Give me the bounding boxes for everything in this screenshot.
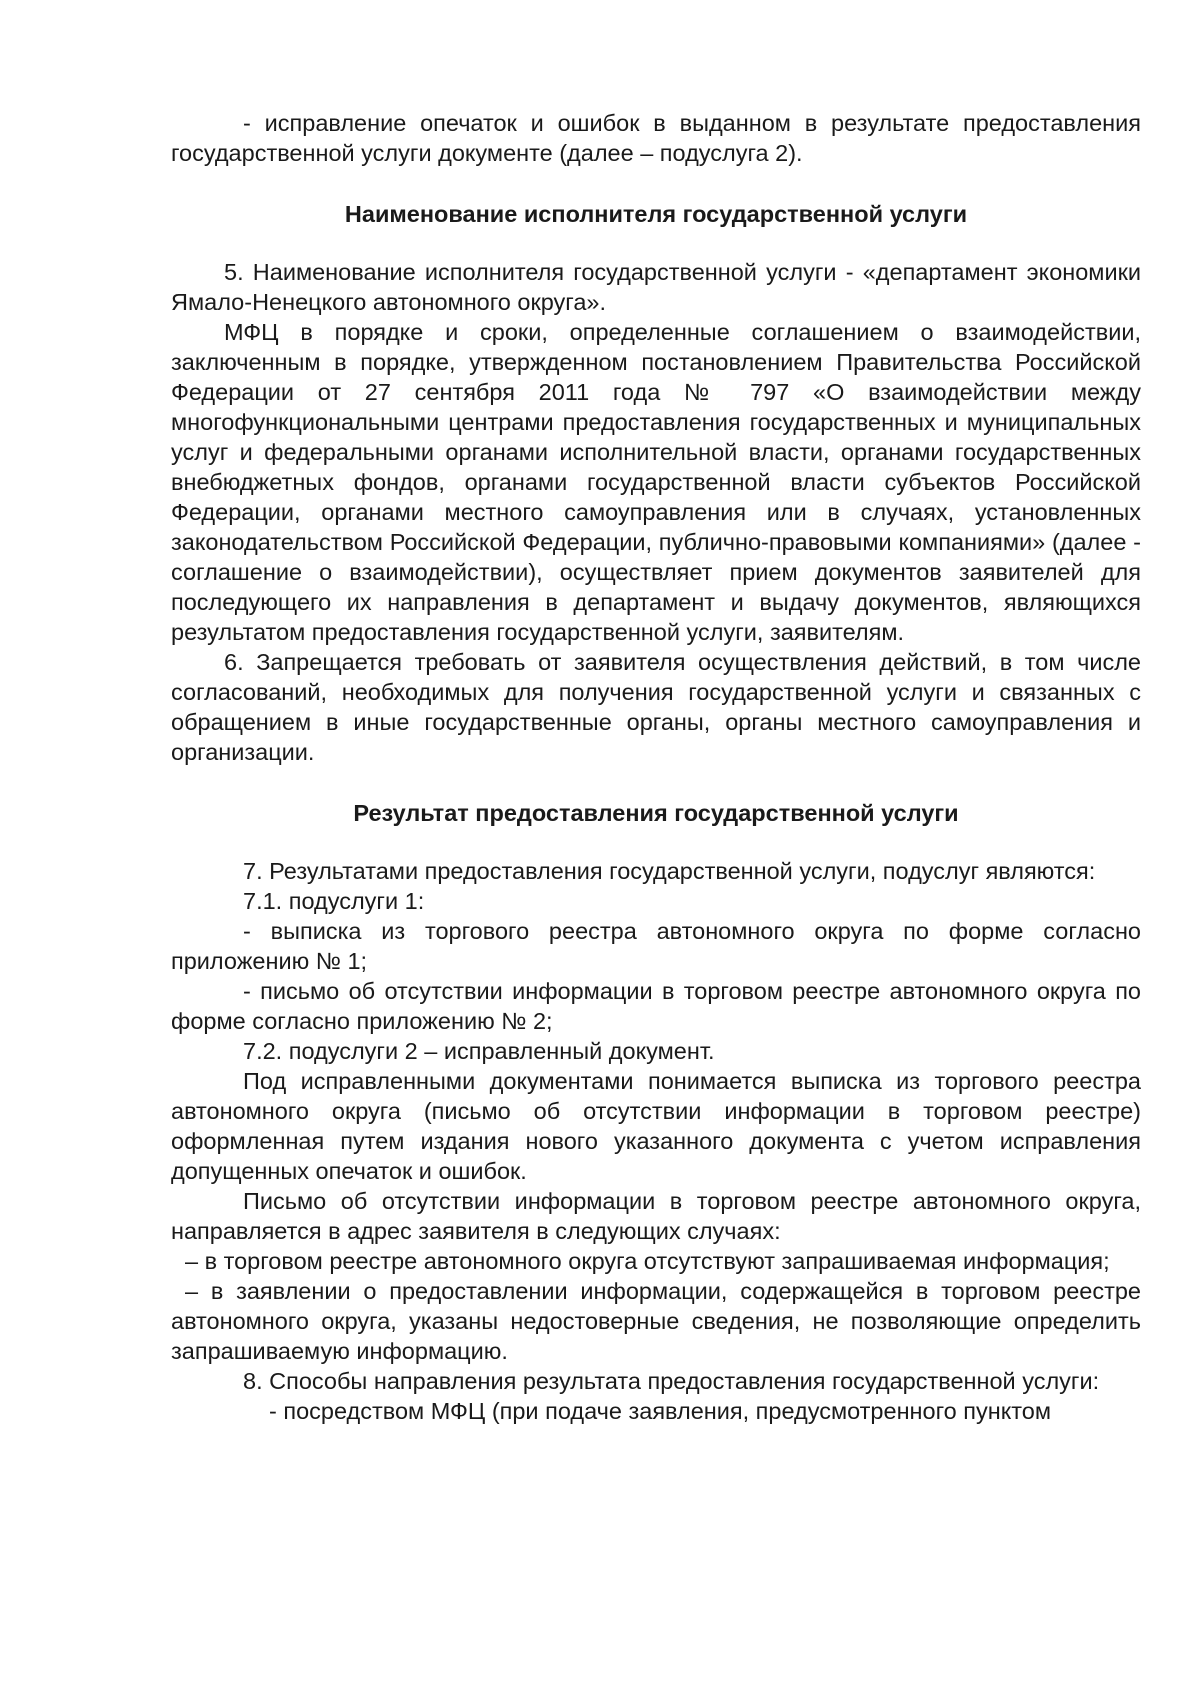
paragraph-5: 5. Наименование исполнителя государственной услуги - «департамент экономики Ямало-Ненецкого автономного округа».	[171, 259, 1141, 315]
list-item-case-2: – в заявлении о предоставлении информации, содержащейся в торговом реестре автономного округа, указаны недостоверные сведения, не позволяющие определить запрашиваемую информацию.	[171, 1278, 1141, 1364]
paragraph-mfc: МФЦ в порядке и сроки, определенные соглашением о взаимодействии, заключенным в порядке, утвержденном постановлением Правительства Российской Федерации от 27 сентября 2011 года № 797 «О взаимодействии между многофункциональными центрами предоставления государственных и муниципальных услуг и федеральными органами исполнительной власти, органами государственных внебюджетных фондов, органами государственной власти субъектов Российской Федерации, органами местного самоуправления или в случаях, установленных законодательством Российской Федерации, публично-правовыми компаниями» (далее - соглашение о взаимодействии), осуществляет прием документов заявителей для последующего их направления в департамент и выдачу документов, являющихся результатом предоставления государственной услуги, заявителям.	[171, 319, 1141, 645]
heading-result: Результат предоставления государственной услуги	[353, 800, 959, 826]
paragraph-7-2: 7.2. подуслуги 2 – исправленный документ.	[243, 1038, 715, 1064]
paragraph-7: 7. Результатами предоставления государственной услуги, подуслуг являются:	[243, 858, 1096, 884]
paragraph-7-1: 7.1. подуслуги 1:	[243, 888, 425, 914]
paragraph-8: 8. Способы направления результата предоставления государственной услуги:	[243, 1368, 1100, 1394]
document-page	[171, 108, 1141, 1426]
list-item-mfc-delivery: - посредством МФЦ (при подаче заявления, предусмотренного пунктом	[269, 1398, 1051, 1424]
list-item-extract: - выписка из торгового реестра автономного округа по форме согласно приложению № 1;	[171, 918, 1141, 974]
paragraph-subservice-2: - исправление опечаток и ошибок в выданном в результате предоставления государственной услуги документе (далее – подуслуга 2).	[171, 110, 1141, 166]
paragraph-6: 6. Запрещается требовать от заявителя осуществления действий, в том числе согласований, необходимых для получения государственной услуги и связанных с обращением в иные государственные органы, органы местного самоуправления и организации.	[171, 649, 1141, 765]
paragraph-letter-cases: Письмо об отсутствии информации в торговом реестре автономного округа, направляется в адрес заявителя в следующих случаях:	[171, 1188, 1141, 1244]
heading-executor: Наименование исполнителя государственной услуги	[344, 201, 968, 227]
paragraph-corrected-docs: Под исправленными документами понимается выписка из торгового реестра автономного округа (письмо об отсутствии информации в торговом реестре) оформленная путем издания нового указанного документа с учетом исправления допущенных опечаток и ошибок.	[171, 1068, 1141, 1184]
list-item-case-1: – в торговом реестре автономного округа отсутствуют запрашиваемая информация;	[185, 1248, 1110, 1274]
list-item-letter: - письмо об отсутствии информации в торговом реестре автономного округа по форме согласно приложению № 2;	[171, 978, 1141, 1034]
